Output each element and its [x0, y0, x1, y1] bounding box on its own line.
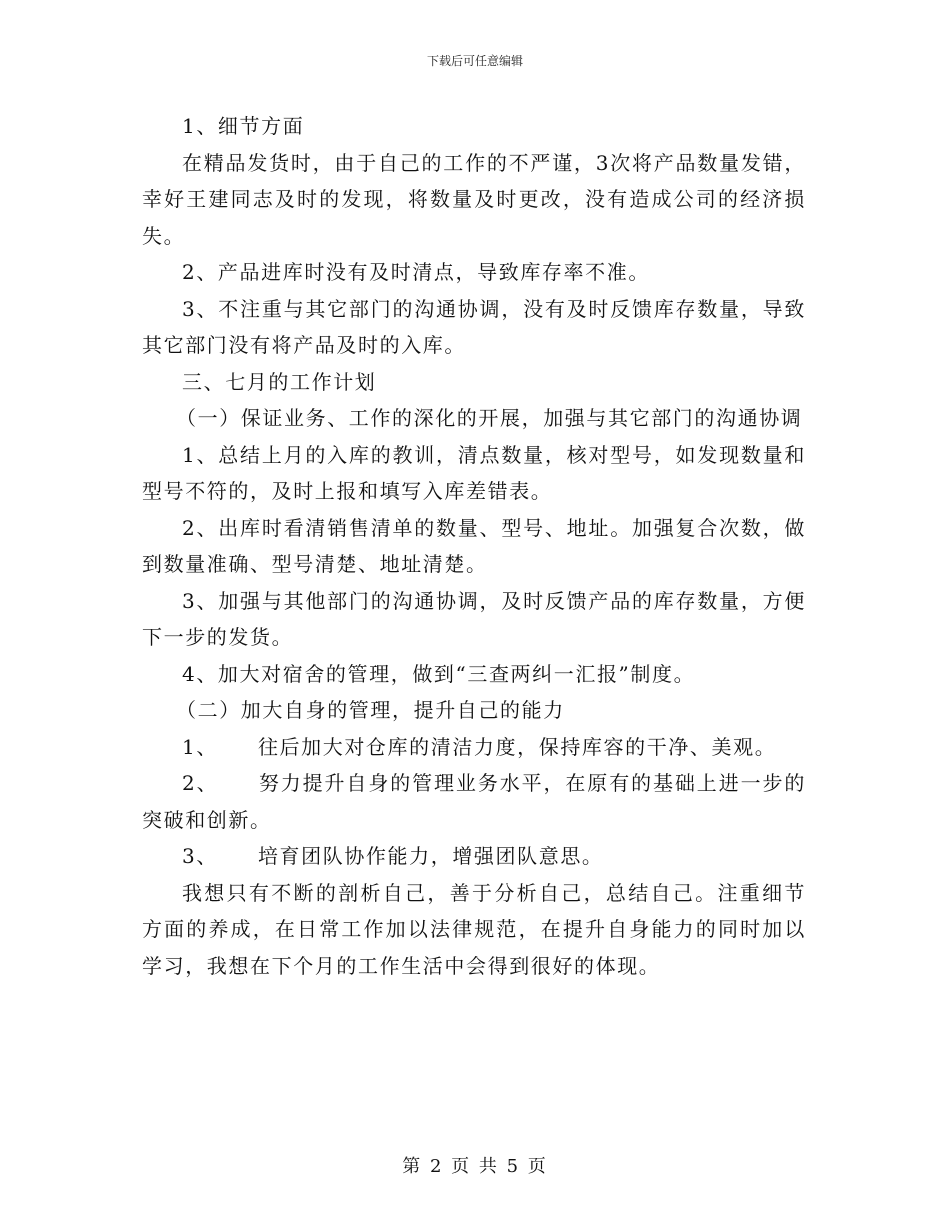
list-item: [142, 729, 806, 766]
list-item-text: 往后加大对仓库的清洁力度，保持库容的干净、美观。: [257, 734, 777, 759]
list-item-text: 培育团队协作能力，增强团队意思。: [257, 844, 604, 868]
paragraph-heading-details: 1、细节方面: [182, 114, 305, 138]
list-item: [142, 765, 806, 838]
list-item-number: 2、: [182, 771, 219, 795]
document-body: [142, 108, 806, 984]
section-heading-july-plan: 三、七月的工作计划: [182, 369, 377, 394]
list-item-number: 1、: [182, 734, 218, 759]
paragraph-conclusion: 我想只有不断的剖析自己，善于分析自己，总结自己。注重细节方面的养成，在日常工作加以法律规范，在提升自身能力的同时加以学习，我想在下个月的工作生活中会得到很好的体现。: [142, 880, 806, 978]
paragraph: 在精品发货时，由于自己的工作的不严谨，3次将产品数量发错，幸好王建同志及时的发现，将数量及时更改，没有造成公司的经济损失。: [142, 150, 806, 248]
paragraph: 3、不注重与其它部门的沟通协调，没有及时反馈库存数量，导致其它部门没有将产品及时的入库。: [142, 296, 806, 357]
paragraph: 4、加大对宿舍的管理，做到“三查两纠一汇报”制度。: [182, 661, 696, 686]
list-item: [142, 838, 806, 875]
paragraph: 1、总结上月的入库的教训，清点数量，核对型号，如发现数量和型号不符的，及时上报和填写入库差错表。: [142, 442, 806, 503]
page-footer: 第 2 页 共 5 页: [402, 1156, 548, 1177]
list-item-text: 努力提升自身的管理业务水平，在原有的基础上进一步的突破和创新。: [142, 771, 806, 832]
page-header: 下载后可任意编辑: [426, 54, 523, 68]
paragraph: 2、产品进库时没有及时清点，导致库存率不准。: [182, 260, 650, 284]
paragraph: 3、加强与其他部门的沟通协调，及时反馈产品的库存数量，方便下一步的发货。: [142, 588, 806, 649]
subsection-heading-two: （二）加大自身的管理，提升自己的能力: [176, 698, 565, 722]
list-item-number: 3、: [182, 844, 218, 868]
subsection-heading-one: （一）保证业务、工作的深化的开展，加强与其它部门的沟通协调: [176, 406, 803, 430]
paragraph: 2、出库时看清销售清单的数量、型号、地址。加强复合次数，做到数量准确、型号清楚、地址清楚。: [142, 515, 806, 576]
